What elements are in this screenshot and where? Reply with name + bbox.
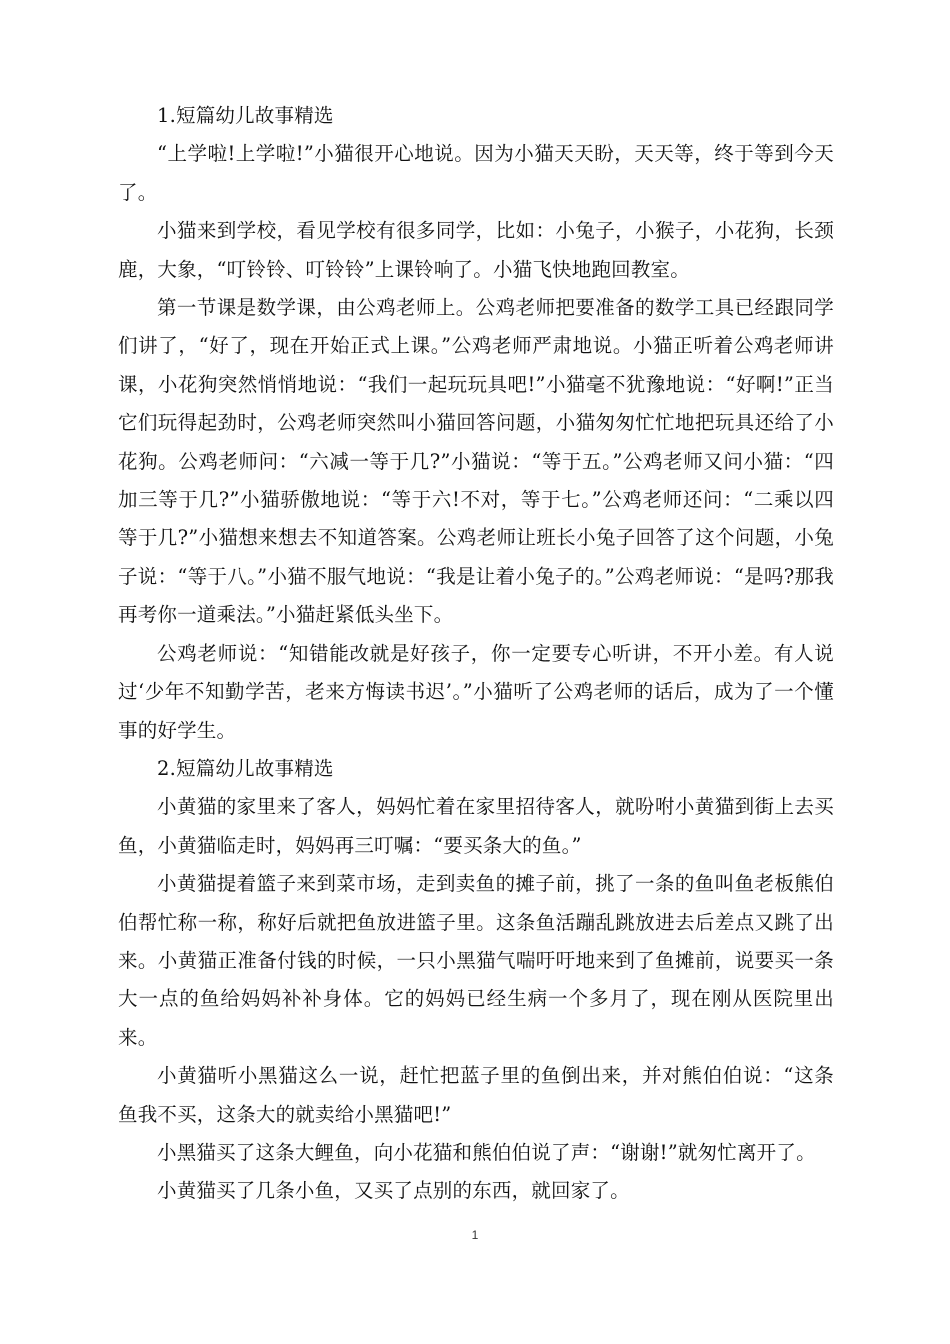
paragraph: “上学啦!上学啦!”小猫很开心地说。因为小猫天天盼，天天等，终于等到今天了。	[118, 142, 834, 204]
paragraph: 小黄猫提着篮子来到菜市场，走到卖鱼的摊子前，挑了一条的鱼叫鱼老板熊伯伯帮忙称一称，称好后就把鱼放进篮子里。这条鱼活蹦乱跳放进去后差点又跳了出来。小黄猫正准备付钱的时候，一只小黑猫气喘吁吁地来到了鱼摊前，说要买一条大一点的鱼给妈妈补补身体。它的妈妈已经生病一个多月了，现在刚从医院里出来。	[118, 872, 834, 1049]
paragraph: 第一节课是数学课，由公鸡老师上。公鸡老师把要准备的数学工具已经跟同学们讲了，“好了，现在开始正式上课。”公鸡老师严肃地说。小猫正听着公鸡老师讲课，小花狗突然悄悄地说：“我们一起玩玩具吧!”小猫毫不犹豫地说：“好啊!”正当它们玩得起劲时，公鸡老师突然叫小猫回答问题，小猫匆匆忙忙地把玩具还给了小花狗。公鸡老师问：“六减一等于几?”小猫说：“等于五。”公鸡老师又问小猫：“四加三等于几?”小猫骄傲地说：“等于六!不对，等于七。”公鸡老师还问：“二乘以四等于几?”小猫想来想去不知道答案。公鸡老师让班长小兔子回答了这个问题，小兔子说：“等于八。”小猫不服气地说：“我是让着小兔子的。”公鸡老师说：“是吗?那我再考你一道乘法。”小猫赶紧低头坐下。	[118, 296, 834, 627]
section-heading-2: 2.短篇幼儿故事精选	[157, 756, 334, 780]
paragraph: 公鸡老师说：“知错能改就是好孩子，你一定要专心听讲，不开小差。有人说过‘少年不知勤学苦，老来方悔读书迟’。”小猫听了公鸡老师的话后，成为了一个懂事的好学生。	[118, 641, 834, 742]
page-number: 1	[471, 1228, 479, 1242]
paragraph: 小黄猫听小黑猫这么一说，赶忙把蓝子里的鱼倒出来，并对熊伯伯说：“这条鱼我不买，这条大的就卖给小黑猫吧!”	[118, 1064, 834, 1126]
paragraph: 小猫来到学校，看见学校有很多同学，比如：小兔子，小猴子，小花狗，长颈鹿，大象，“叮铃铃、叮铃铃”上课铃响了。小猫飞快地跑回教室。	[118, 219, 834, 281]
section-heading-1: 1.短篇幼儿故事精选	[157, 104, 334, 127]
paragraph: 小黄猫的家里来了客人，妈妈忙着在家里招待客人，就吩咐小黄猫到街上去买鱼，小黄猫临走时，妈妈再三叮嘱：“要买条大的鱼。”	[118, 795, 834, 857]
paragraph: 小黄猫买了几条小鱼，又买了点别的东西，就回家了。	[157, 1179, 630, 1203]
paragraph: 小黑猫买了这条大鲤鱼，向小花猫和熊伯伯说了声：“谢谢!”就匆忙离开了。	[157, 1140, 816, 1164]
document-body	[118, 97, 834, 1211]
